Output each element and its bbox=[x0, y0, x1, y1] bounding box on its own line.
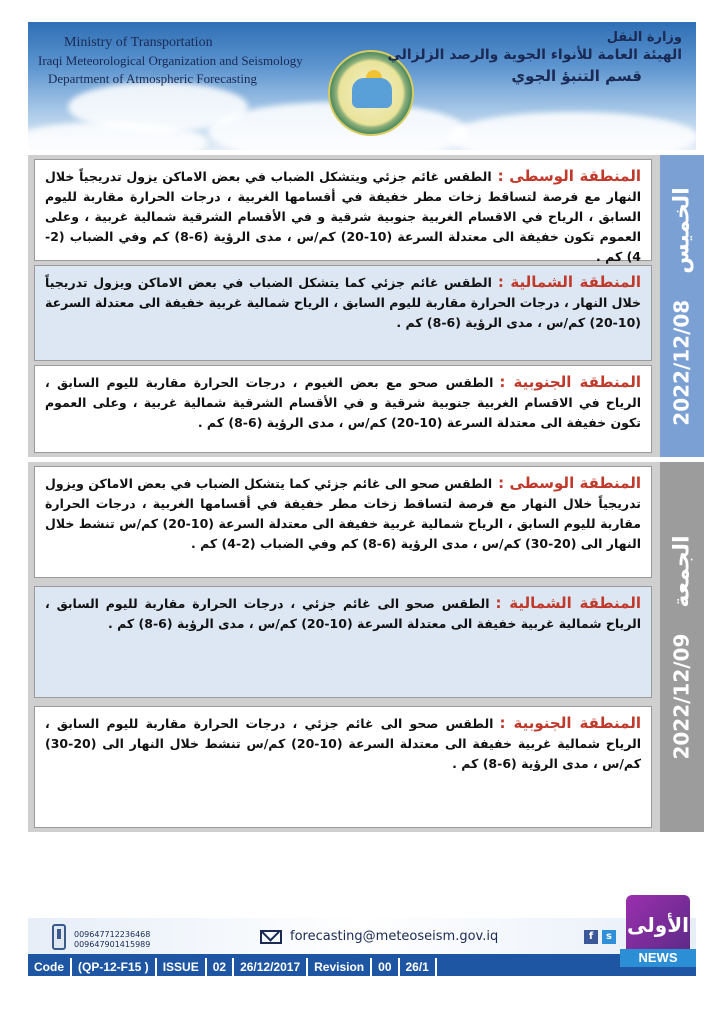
code-value: (QP-12-F15 ) bbox=[72, 958, 157, 976]
code-label: Code bbox=[28, 958, 72, 976]
footer-contact-bar bbox=[28, 918, 696, 956]
email-address[interactable]: forecasting@meteoseism.gov.iq bbox=[290, 929, 499, 944]
phone-icon bbox=[52, 924, 66, 950]
department-name-en: Department of Atmospheric Forecasting bbox=[48, 71, 258, 86]
phone-number-1: 009647712236468 bbox=[74, 930, 151, 939]
revision-date: 26/1 bbox=[400, 958, 437, 976]
document-code-row bbox=[28, 958, 696, 976]
issue-label: ISSUE bbox=[157, 958, 207, 976]
news-watermark-logo bbox=[620, 895, 696, 997]
region-forecast: الطقس صحو الى غائم جزئي كما يتشكل الضباب في بعض الاماكن ويزول تدريجياً خلال النهار مع فرصة لتساقط زخات مطر خفيفة في أقسامها الغربية ، درجات الحرارة مقاربة لليوم السابق ، الرياح شمالية غربية خفيفة الى معتدلة السرعة (10-20) كم/س تنشط خلال النهار الى (20-30) كم/س ، مدى الرؤية (6-8) كم وفي الضباب (2-4) كم . bbox=[45, 476, 641, 551]
date-strip-day1 bbox=[660, 155, 704, 457]
ministry-name-en: Ministry of Transportation bbox=[64, 35, 213, 50]
day-date: 2022/12/09 bbox=[669, 633, 694, 760]
ministry-name-ar: وزارة النقل bbox=[606, 30, 682, 45]
organization-name-ar: الهيئة العامة للأنواء الجوية والرصد الزلزالي bbox=[387, 47, 682, 63]
facebook-icon[interactable]: f bbox=[584, 930, 598, 944]
skype-icon[interactable]: s bbox=[602, 930, 616, 944]
date-strip-day2 bbox=[660, 462, 704, 832]
region-forecast: الطقس صحو الى غائم جزئي ، درجات الحرارة مقاربة لليوم السابق ، الرياح شمالية غربية خفيفة الى معتدلة السرعة (10-20) كم/س ، مدى الرؤية (6-8) كم . bbox=[45, 596, 641, 631]
header-banner bbox=[28, 22, 696, 150]
region-forecast: الطقس صحو الى غائم جزئي ، درجات الحرارة مقاربة لليوم السابق ، الرياح شمالية غربية خفيفة الى معتدلة السرعة (10-20) كم/س تنشط خلال النهار الى (20-30) كم/س ، مدى الرؤية (6-8) كم . bbox=[45, 716, 641, 771]
region-title: المنطقة الشمالية : bbox=[495, 594, 641, 612]
region-south-day1 bbox=[34, 365, 652, 453]
revision-value: 00 bbox=[372, 958, 399, 976]
day-name: الجمعة bbox=[669, 534, 695, 608]
region-north-day1 bbox=[34, 265, 652, 361]
watermark-news-label: NEWS bbox=[620, 949, 696, 967]
region-title: المنطقة الجنوبية : bbox=[499, 373, 641, 391]
region-title: المنطقة الوسطى : bbox=[497, 167, 641, 185]
revision-label: Revision bbox=[308, 958, 372, 976]
department-name-ar: قسم التنبؤ الجوي bbox=[511, 67, 642, 85]
organization-name-en: Iraqi Meteorological Organization and Seismology bbox=[38, 53, 303, 68]
region-south-day2 bbox=[34, 706, 652, 828]
region-forecast: الطقس صحو مع بعض الغيوم ، درجات الحرارة مقاربة لليوم السابق ، الرياح في الاقسام الغربية جنوبية شرقية و في الأقسام الشرقية شمالية غربية ، وعلى العموم تكون خفيفة الى معتدلة السرعة (10-20) كم/س ، مدى الرؤية (6-8) كم . bbox=[45, 375, 641, 430]
mail-icon bbox=[260, 930, 282, 944]
phone-number-2: 009647901415989 bbox=[74, 940, 151, 949]
phone-numbers bbox=[74, 930, 150, 950]
issue-value: 02 bbox=[207, 958, 234, 976]
region-north-day2 bbox=[34, 586, 652, 698]
day-date: 2022/12/08 bbox=[669, 299, 694, 426]
region-forecast: الطقس غائم جزئي ويتشكل الضباب في بعض الاماكن يزول تدريجياً خلال النهار مع فرصة لتساقط زخات مطر خفيفة في أقسامها الغربية ، درجات الحرارة مقاربة لليوم السابق ، الرياح في الاقسام الغربية جنوبية شرقية و في الأقسام الشرقية شمالية غربية ، وعلى العموم تكون خفيفة الى معتدلة السرعة (10-20) كم/س ، مدى الرؤية (6-8) كم وفي الضباب (2-4) كم . bbox=[45, 169, 641, 264]
region-title: المنطقة الجنوبية : bbox=[499, 714, 641, 732]
watermark-logo-text: الأولى نيوز bbox=[626, 895, 690, 955]
forecast-day-2 bbox=[28, 462, 704, 832]
issue-date: 26/12/2017 bbox=[234, 958, 308, 976]
header-arabic bbox=[387, 30, 682, 85]
region-central-day2 bbox=[34, 466, 652, 578]
footer bbox=[28, 918, 696, 976]
day-name: الخميس bbox=[669, 186, 695, 274]
region-central-day1 bbox=[34, 159, 652, 264]
forecast-day-1 bbox=[28, 155, 704, 457]
region-title: المنطقة الوسطى : bbox=[498, 474, 641, 492]
region-title: المنطقة الشمالية : bbox=[497, 273, 641, 291]
region-forecast: الطقس غائم جزئي كما يتشكل الضباب في بعض الاماكن ويزول تدريجياً خلال النهار ، درجات الحرارة مقاربة لليوم السابق ، الرياح شمالية غربية خفيفة الى معتدلة السرعة (10-20) كم/س ، مدى الرؤية (6-8) كم . bbox=[45, 275, 641, 330]
header-english bbox=[38, 34, 303, 88]
